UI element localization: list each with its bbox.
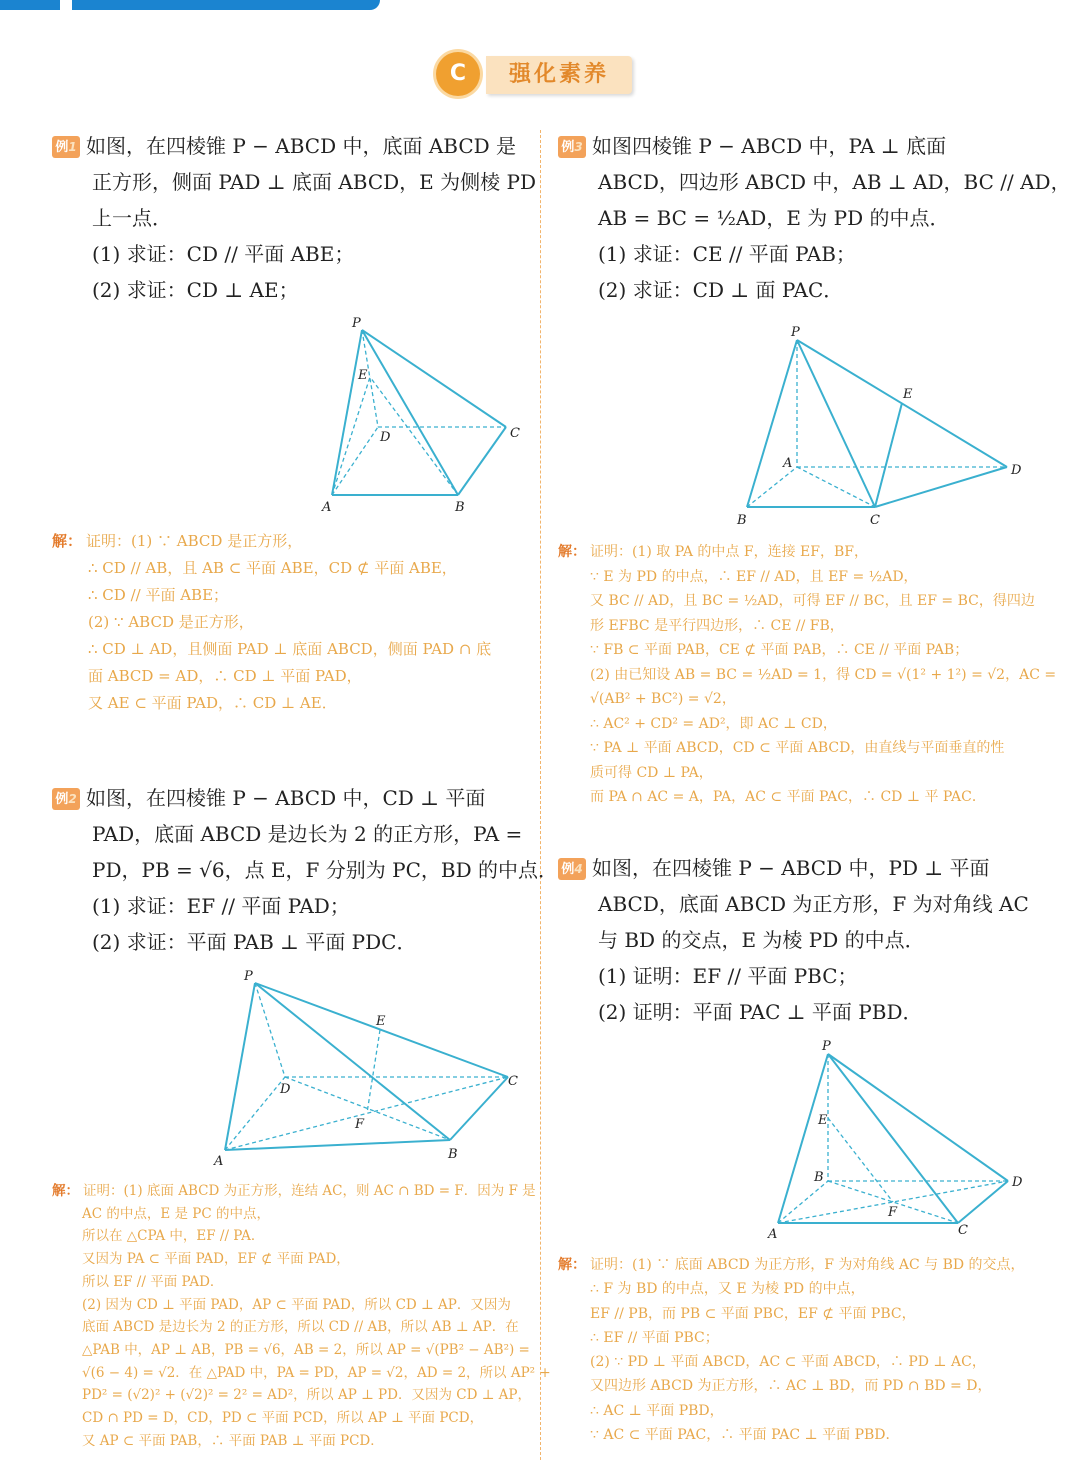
example-2: [52, 780, 558, 960]
label-D: D: [280, 1082, 291, 1097]
edge-PB: [747, 340, 797, 507]
example-1-figure: [310, 315, 530, 515]
solution-line: 解： 证明：(1) 底面 ABCD 为正方形，连结 AC，则 AC ∩ BD = F．因为 F 是: [52, 1183, 536, 1199]
example-4-figure: [760, 1038, 1035, 1243]
solution-line: ∴ CD ⊥ AD，且侧面 PAD ⊥ 底面 ABCD，侧面 PAD ∩ 底: [88, 640, 492, 658]
solution-line: 又 AE ⊂ 平面 PAD，∴ CD ⊥ AE．: [88, 694, 337, 712]
example-1-question-1: (1) 求证：CD // 平面 ABE；: [92, 242, 355, 266]
solution-line: √(6 − 4) = √2．在 △PAD 中，PA = PD，AP = √2，AD = 2，所以 AP² +: [82, 1364, 551, 1381]
example-3-line-2: ABCD，四边形 ABCD 中，AB ⊥ AD，BC // AD，: [598, 170, 1071, 194]
solution-line: AC 的中点，E 是 PC 的中点，: [82, 1205, 271, 1222]
label-E: E: [376, 1014, 386, 1029]
example-4-line-3: 与 BD 的交点，E 为棱 PD 的中点．: [598, 928, 925, 952]
edge-AB: [747, 467, 797, 507]
label-C: C: [870, 513, 880, 528]
example-tag: 例4: [558, 858, 586, 880]
solution-line: 又 BC // AD，且 BC = ½AD，可得 EF // BC，且 EF = BC，得四边: [590, 593, 1035, 609]
edge-PA: [225, 983, 255, 1150]
label-P: P: [791, 325, 800, 340]
example-4-question-1: (1) 证明：EF // 平面 PBC；: [598, 964, 858, 988]
example-4-line-2: ABCD，底面 ABCD 为正方形，F 为对角线 AC: [598, 892, 1029, 916]
edge-PB: [255, 983, 450, 1140]
edge-PD: [255, 983, 285, 1077]
example-4-line-1: 例4 如图，在四棱锥 P − ABCD 中，PD ⊥ 平面: [558, 850, 1038, 886]
label-A: A: [214, 1154, 224, 1169]
example-3-question-2: (2) 求证：CD ⊥ 面 PAC．: [598, 278, 844, 302]
solution-line: (2) ∵ PD ⊥ 平面 ABCD，AC ⊂ 平面 ABCD，∴ PD ⊥ AC，: [590, 1354, 986, 1371]
section-title: 强化素养: [486, 56, 632, 94]
example-1-line-1: 例1 如图，在四棱锥 P − ABCD 中，底面 ABCD 是: [52, 128, 532, 164]
solution-line: ∴ F 为 BD 的中点，又 E 为棱 PD 的中点，: [590, 1281, 865, 1298]
solution-line: CD ∩ PD = D，CD，PD ⊂ 平面 PCD，所以 AP ⊥ 平面 PCD，: [82, 1410, 484, 1427]
label-E: E: [818, 1113, 828, 1128]
solution-line: 面 ABCD = AD，∴ CD ⊥ 平面 PAD，: [88, 667, 362, 685]
top-bar-notch: [60, 0, 72, 10]
edge-PA: [332, 330, 362, 495]
solution-line: ∵ E 为 PD 的中点，∴ EF // AD，且 EF = ½AD，: [590, 568, 918, 585]
solution-line: △PAB 中，AP ⊥ AB，PB = √6，AB = 2，所以 AP = √(PB² − AB²) =: [82, 1341, 530, 1358]
label-D: D: [380, 430, 391, 445]
solution-line: 又因为 PA ⊂ 平面 PAD，EF ⊄ 平面 PAD，: [82, 1251, 350, 1268]
label-F: F: [888, 1205, 898, 1220]
edge-EF: [828, 1118, 893, 1202]
edge-PC: [828, 1054, 958, 1223]
solution-line: EF // PB，而 PB ⊂ 平面 PBC，EF ⊄ 平面 PBC，: [590, 1305, 916, 1322]
example-tag: 例2: [52, 788, 80, 810]
solution-line: ∴ AC² + CD² = AD²，即 AC ⊥ CD，: [590, 715, 837, 732]
solution-line: ∴ AC ⊥ 平面 PBD，: [590, 1402, 724, 1419]
label-D: D: [1011, 463, 1022, 478]
edge-AB: [225, 1140, 450, 1150]
solution-line: 所以在 △CPA 中，EF // PA．: [82, 1228, 265, 1245]
label-F: F: [355, 1117, 365, 1132]
example-2-line-1: 例2 如图，在四棱锥 P − ABCD 中，CD ⊥ 平面: [52, 780, 532, 816]
edge-PB: [362, 330, 458, 495]
edge-AB: [778, 1181, 828, 1223]
solution-line: (2) 因为 CD ⊥ 平面 PAD，AP ⊂ 平面 PAD，所以 CD ⊥ AP．又因为: [82, 1296, 511, 1313]
solution-line: 解： 证明：(1) ∵ ABCD 是正方形，: [52, 532, 303, 550]
solution-line: 质可得 CD ⊥ PA，: [590, 764, 713, 781]
label-P: P: [244, 969, 253, 984]
example-3-figure: [725, 322, 1035, 532]
label-B: B: [814, 1170, 824, 1185]
edge-PC: [255, 983, 508, 1077]
example-2-solution: [52, 1180, 551, 1452]
example-1-line-3: 上一点．: [92, 206, 172, 230]
edge-AC: [225, 1077, 508, 1150]
top-bar: [0, 0, 380, 10]
edge-CD: [875, 467, 1007, 507]
example-1-question-2: (2) 求证：CD ⊥ AE；: [92, 278, 299, 302]
edge-PA: [778, 1054, 828, 1223]
example-2-question-2: (2) 求证：平面 PAB ⊥ 平面 PDC．: [92, 930, 417, 954]
example-1-line-2: 正方形，侧面 PAD ⊥ 底面 ABCD，E 为侧棱 PD: [92, 170, 536, 194]
example-2-question-1: (1) 求证：EF // 平面 PAD；: [92, 894, 350, 918]
edge-AD: [225, 1077, 285, 1150]
example-1: [52, 128, 536, 308]
solution-line: 所以 EF // 平面 PAD．: [82, 1273, 224, 1290]
solution-line: 又 AP ⊂ 平面 PAB，∴ 平面 PAB ⊥ 平面 PCD．: [82, 1432, 384, 1449]
label-A: A: [322, 500, 332, 515]
example-3: [558, 128, 1071, 308]
label-B: B: [737, 513, 747, 528]
solution-line: 又四边形 ABCD 为正方形，∴ AC ⊥ BD，而 PD ∩ BD = D，: [590, 1378, 992, 1395]
label-B: B: [455, 500, 465, 515]
example-3-solution: [558, 540, 1056, 810]
label-B: B: [448, 1147, 458, 1162]
solution-line: ∴ CD // AB，且 AB ⊂ 平面 ABE，CD ⊄ 平面 ABE，: [88, 559, 457, 577]
label-D: D: [1012, 1175, 1023, 1190]
edge-EF: [367, 1030, 380, 1113]
solution-line: 解： 证明：(1) ∵ 底面 ABCD 为正方形，F 为对角线 AC 与 BD 的交点，: [558, 1257, 1025, 1273]
example-2-line-2: PAD，底面 ABCD 是边长为 2 的正方形，PA =: [92, 822, 523, 846]
example-2-figure: [200, 965, 530, 1170]
example-1-solution: [52, 528, 491, 717]
example-3-line-1: 例3 如图四棱锥 P − ABCD 中，PA ⊥ 底面: [558, 128, 1038, 164]
example-4-question-2: (2) 证明：平面 PAC ⊥ 平面 PBD．: [598, 1000, 923, 1024]
example-tag: 例1: [52, 136, 80, 158]
example-tag: 例3: [558, 136, 586, 158]
edge-BC: [450, 1077, 508, 1140]
solution-line: ∴ EF // 平面 PBC；: [590, 1329, 719, 1346]
example-3-line-3: AB = BC = ½AD，E 为 PD 的中点．: [598, 206, 950, 230]
label-C: C: [510, 426, 520, 441]
edge-AC: [797, 467, 875, 507]
example-4-solution: [558, 1253, 1025, 1447]
label-C: C: [958, 1223, 968, 1238]
label-A: A: [768, 1227, 778, 1242]
solution-line: PD² = (√2)² + (√2)² = 2² = AD²，所以 AP ⊥ PD．又因为 CD ⊥ AP，: [82, 1387, 532, 1404]
solution-line: 解： 证明：(1) 取 PA 的中点 F，连接 EF，BF，: [558, 544, 868, 560]
label-E: E: [903, 387, 913, 402]
example-4: [558, 850, 1038, 1030]
section-logo-icon: C: [436, 52, 480, 96]
solution-line: 形 EFBC 是平行四边形，∴ CE // FB，: [590, 617, 844, 634]
solution-line: (2) 由已知设 AB = BC = ½AD = 1，得 CD = √(1² + 1²) = √2，AC =: [590, 666, 1057, 683]
solution-line: √(AB² + BC²) = √2，: [590, 691, 736, 707]
edge-BC: [458, 427, 506, 495]
edge-PC: [797, 340, 875, 507]
edge-PC: [362, 330, 506, 427]
example-2-line-3: PD，PB = √6，点 E，F 分别为 PC，BD 的中点．: [92, 858, 558, 882]
label-P: P: [822, 1039, 831, 1054]
edge-EC: [875, 403, 902, 507]
edge-CD: [958, 1181, 1008, 1223]
label-A: A: [783, 456, 793, 471]
solution-line: ∵ AC ⊂ 平面 PAC，∴ 平面 PAC ⊥ 平面 PBD．: [590, 1427, 900, 1444]
solution-line: 而 PA ∩ AC = A，PA，AC ⊂ 平面 PAC，∴ CD ⊥ 平 PAC．: [590, 789, 986, 805]
example-3-question-1: (1) 求证：CE // 平面 PAB；: [598, 242, 856, 266]
solution-line: ∵ PA ⊥ 平面 ABCD，CD ⊂ 平面 ABCD，由直线与平面垂直的性: [590, 740, 1005, 756]
edge-PD: [828, 1054, 1008, 1181]
label-C: C: [508, 1074, 518, 1089]
solution-line: ∴ CD // 平面 ABE；: [88, 586, 229, 604]
solution-line: (2) ∵ ABCD 是正方形，: [88, 613, 254, 631]
solution-line: ∵ FB ⊂ 平面 PAB，CE ⊄ 平面 PAB，∴ CE // 平面 PAB；: [590, 642, 969, 658]
section-header: [436, 52, 636, 98]
label-P: P: [352, 316, 361, 331]
label-E: E: [358, 368, 368, 383]
solution-line: 底面 ABCD 是边长为 2 的正方形，所以 CD // AB，所以 AB ⊥ AP．在: [82, 1319, 519, 1336]
